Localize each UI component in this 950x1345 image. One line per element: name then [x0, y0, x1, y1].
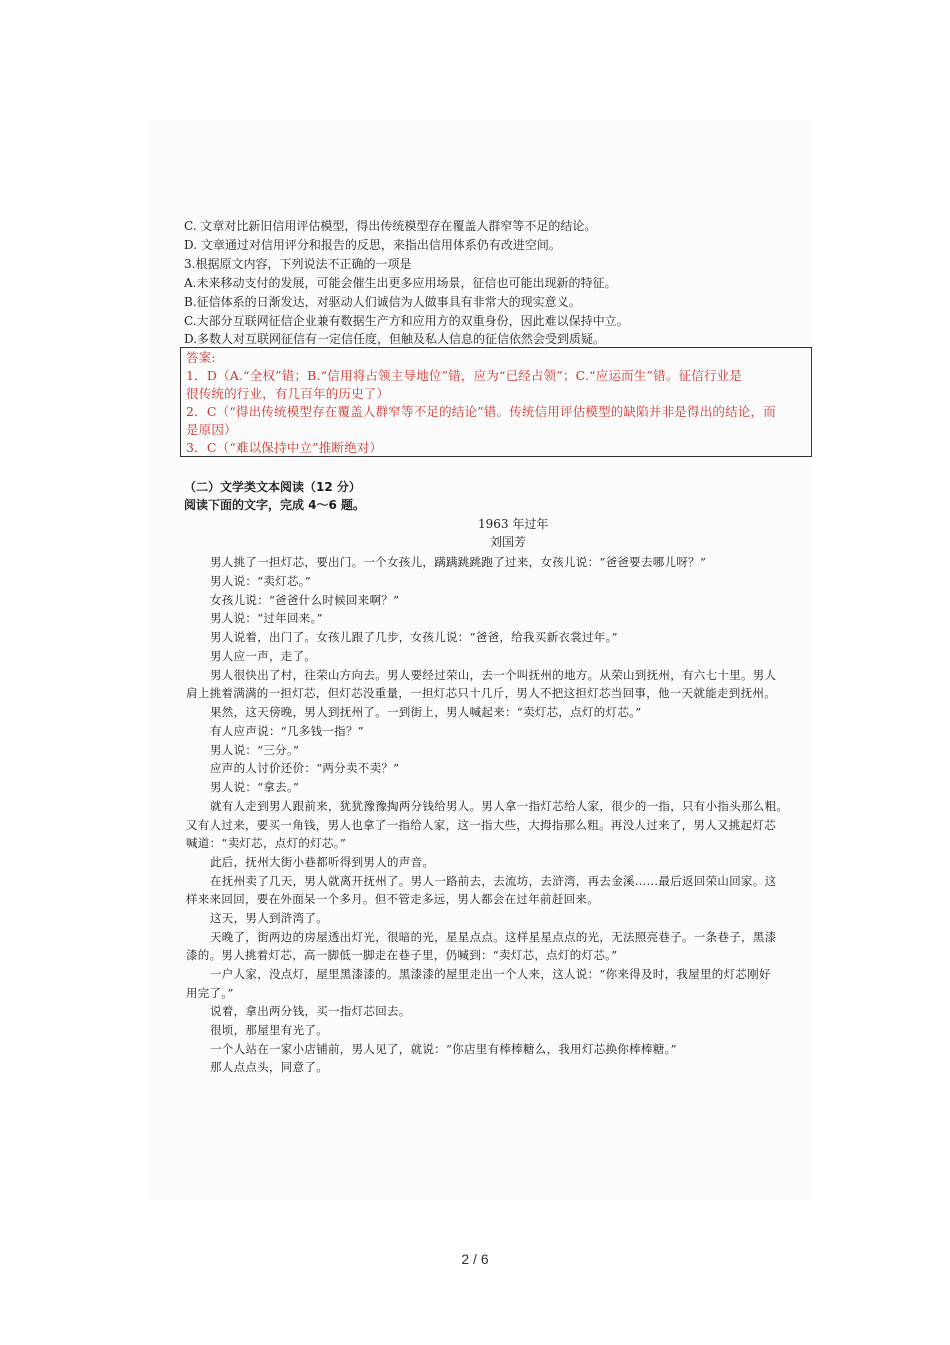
- answer-line-1: 1．D（A.“全权”错；B.“信用将占领主导地位”错，应为“已经占领”；C.“应运而生”错。征信行业是: [186, 368, 743, 383]
- q3-option-d: D.多数人对互联网征信有一定信任度，但触及私人信息的征信依然会受到质疑。: [184, 332, 606, 346]
- story-line: 此后，抚州大街小巷都听得到男人的声音。: [210, 855, 435, 869]
- answer-line-5: 3．C（“难以保持中立”推断绝对）: [186, 440, 383, 455]
- story-line: 一个人站在一家小店铺前，男人见了，就说：“你店里有棒棒糖么，我用灯芯换你棒棒糖。”: [210, 1042, 677, 1056]
- story-line: 女孩儿说：“爸爸什么时候回来啊？”: [210, 593, 400, 607]
- story-line: 又有人过来，要买一角钱，男人也拿了一指给人家，这一指大些，大拇指那么粗。再没人过来了，男人又挑起灯芯: [186, 818, 776, 832]
- q2-option-c: C. 文章对比新旧信用评估模型，得出传统模型存在覆盖人群窄等不足的结论。: [184, 219, 597, 233]
- story-line: 男人说：“过年回来。”: [210, 611, 323, 625]
- story-line: 漆的。男人挑着灯芯，高一脚低一脚走在巷子里，仍喊到：“卖灯芯，点灯的灯芯。”: [186, 948, 618, 962]
- story-line: 那人点点头，同意了。: [210, 1060, 328, 1074]
- story-line: 男人说：“拿去。”: [210, 780, 300, 794]
- story-author: 刘国芳: [490, 535, 527, 549]
- story-title: 1963 年过年: [478, 517, 549, 531]
- answer-line-2: 很传统的行业，有几百年的历史了）: [186, 386, 390, 401]
- story-line: 男人说着，出门了。女孩儿跟了几步，女孩儿说：“爸爸，给我买新衣裳过年。”: [210, 630, 618, 644]
- story-line: 就有人走到男人跟前来，犹犹豫豫掏两分钱给男人。男人拿一指灯芯给人家，很少的一指，只有小指头那么粗。: [210, 799, 789, 813]
- q2-option-d: D. 文章通过对信用评分和报告的反思，来指出信用体系仍有改进空间。: [184, 238, 561, 252]
- answer-line-4: 是原因）: [186, 422, 237, 437]
- story-line: 喊道：“卖灯芯，点灯的灯芯。”: [186, 836, 347, 850]
- section-title: （二）文学类文本阅读（12 分）: [184, 480, 361, 494]
- q3-option-a: A.未来移动支付的发展，可能会催生出更多应用场景，征信也可能出现新的特征。: [184, 276, 617, 290]
- q3-stem: 3.根据原文内容，下列说法不正确的一项是: [184, 257, 412, 271]
- story-line: 很顷，那屋里有光了。: [210, 1023, 328, 1037]
- story-line: 男人说：“三分。”: [210, 743, 300, 757]
- story-line: 有人应声说：“几多钱一指？”: [210, 724, 364, 738]
- q3-option-b: B.征信体系的日渐发达，对驱动人们诚信为人做事具有非常大的现实意义。: [184, 295, 581, 309]
- story-line: 这天，男人到浒湾了。: [210, 911, 328, 925]
- story-line: 肩上挑着满满的一担灯芯，但灯芯没重量，一担灯芯只十几斤，男人不把这担灯芯当回事，他一天就能走到抚州。: [186, 686, 776, 700]
- story-line: 果然，这天傍晚，男人到抚州了。一到街上，男人喊起来：“卖灯芯，点灯的灯芯。”: [210, 705, 642, 719]
- page-number: 2 / 6: [461, 1251, 489, 1267]
- section-instruction: 阅读下面的文字，完成 4～6 题。: [184, 498, 366, 512]
- answer-line-3: 2．C（“得出传统模型存在覆盖人群窄等不足的结论”错。传统信用评估模型的缺陷并非是得出的结论，而: [186, 404, 776, 419]
- story-line: 在抚州卖了几天，男人就离开抚州了。男人一路前去，去流坊，去浒湾，再去金溪……最后返回荣山回家。这: [210, 874, 777, 888]
- story-line: 样来来回回，要在外面呆一个多月。但不管走多远，男人都会在过年前赶回来。: [186, 892, 599, 906]
- story-line: 应声的人讨价还价：“两分卖不卖？”: [210, 761, 400, 775]
- answer-label: 答案:: [186, 350, 216, 365]
- story-line: 一户人家，没点灯，屋里黑漆漆的。黑漆漆的屋里走出一个人来，这人说：“你来得及时，我屋里的灯芯刚好: [210, 967, 771, 981]
- q3-option-c: C.大部分互联网征信企业兼有数据生产方和应用方的双重身份，因此难以保持中立。: [184, 314, 629, 328]
- story-line: 男人挑了一担灯芯，要出门。一个女孩儿，蹒蹒跳跳跑了过来，女孩儿说：“爸爸要去哪儿呀？”: [210, 555, 707, 569]
- story-line: 说着，拿出两分钱，买一指灯芯回去。: [210, 1004, 411, 1018]
- story-line: 用完了。”: [186, 986, 234, 1000]
- story-line: 天晚了，街两边的房屋透出灯光，很暗的光，星星点点。这样星星点点的光，无法照亮巷子。一条巷子，黑漆: [210, 930, 777, 944]
- story-line: 男人说：“卖灯芯。”: [210, 574, 312, 588]
- story-line: 男人应一声，走了。: [210, 649, 317, 663]
- story-line: 男人很快出了村，往荣山方向去。男人要经过荣山，去一个叫抚州的地方。从荣山到抚州，有六七十里。男人: [210, 668, 777, 682]
